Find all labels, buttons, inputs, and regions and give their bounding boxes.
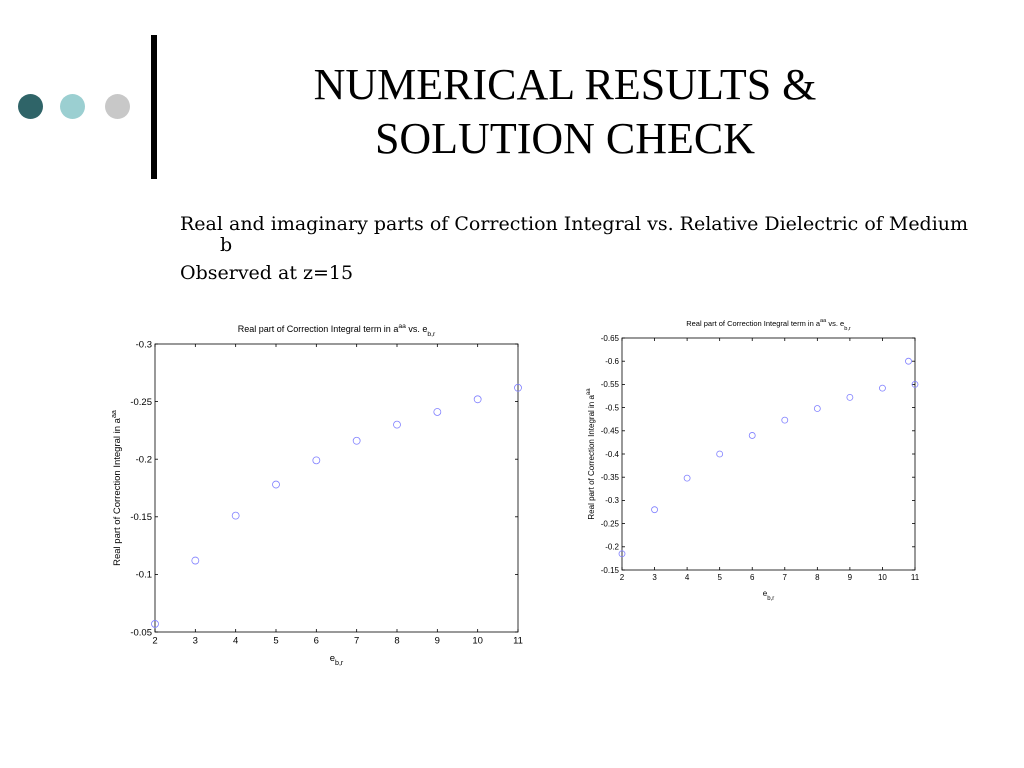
y-tick-label: -0.2: [135, 454, 152, 466]
x-tick-label: 5: [717, 573, 722, 582]
chart-real-part-left: [100, 310, 540, 670]
plot-frame: [155, 344, 518, 632]
dot-dark: [18, 94, 43, 119]
y-axis-label: Real part of Correction Integral in $a^{aa}$: [586, 388, 596, 520]
paragraph-description: Real and imaginary parts of Correction Integral vs. Relative Dielectric of Medium b: [180, 213, 969, 256]
y-tick-label: -0.25: [600, 519, 619, 529]
y-tick-label: -0.6: [605, 357, 619, 366]
y-tick-label: -0.35: [600, 473, 619, 482]
dot-light: [60, 94, 85, 119]
x-axis-label: $e_{b,r}$: [762, 589, 775, 602]
x-axis-label: $e_{b,r}$: [329, 653, 344, 667]
x-tick-label: 4: [233, 635, 239, 647]
y-tick-label: -0.15: [130, 512, 152, 524]
title-divider-bar: [151, 35, 157, 179]
y-tick-label: -0.2: [605, 542, 619, 552]
x-tick-label: 10: [877, 573, 887, 582]
y-tick-label: -0.3: [605, 496, 619, 506]
paragraph-observation: Observed at z=15: [180, 262, 354, 284]
slide-title: [200, 58, 930, 166]
x-tick-label: 9: [434, 635, 440, 647]
y-tick-label: -0.05: [130, 627, 152, 639]
x-tick-label: 4: [684, 573, 690, 582]
y-axis-label: Real part of Correction Integral in $a^{aa}$: [110, 410, 123, 566]
y-tick-label: -0.15: [600, 565, 619, 575]
chart-real-part-right: [580, 312, 940, 602]
slide-body: [180, 214, 970, 291]
title-line-1: NUMERICAL RESULTS &: [313, 60, 817, 109]
decorative-dots: [18, 94, 134, 120]
y-tick-label: -0.65: [600, 333, 619, 343]
x-tick-label: 3: [652, 573, 657, 582]
x-tick-label: 2: [619, 573, 625, 582]
x-tick-label: 11: [513, 635, 523, 647]
x-tick-label: 7: [782, 573, 788, 582]
y-tick-label: -0.1: [135, 569, 152, 581]
x-tick-label: 6: [313, 635, 319, 647]
y-tick-label: -0.4: [605, 449, 619, 459]
y-tick-label: -0.45: [600, 426, 619, 436]
x-tick-label: 10: [472, 635, 483, 647]
dot-gray: [105, 94, 130, 119]
y-tick-label: -0.25: [130, 396, 152, 408]
chart-title: Real part of Correction Integral term in $a^{aa}$ vs. $e_{b,r}$: [686, 318, 851, 332]
x-tick-label: 6: [749, 573, 755, 582]
x-tick-label: 3: [192, 635, 198, 647]
x-tick-label: 8: [815, 573, 820, 582]
title-line-2: SOLUTION CHECK: [374, 114, 756, 163]
chart-title: Real part of Correction Integral term in $a^{aa}$ vs. $e_{b,r}$: [237, 323, 436, 338]
x-tick-label: 8: [394, 635, 400, 647]
x-tick-label: 9: [847, 573, 853, 582]
x-tick-label: 5: [273, 635, 279, 647]
x-tick-label: 7: [354, 635, 360, 647]
plot-frame: [622, 338, 915, 570]
x-tick-label: 2: [152, 635, 158, 647]
x-tick-label: 11: [910, 573, 920, 582]
y-tick-label: -0.5: [605, 403, 619, 413]
y-tick-label: -0.55: [600, 380, 619, 390]
y-tick-label: -0.3: [135, 339, 152, 351]
